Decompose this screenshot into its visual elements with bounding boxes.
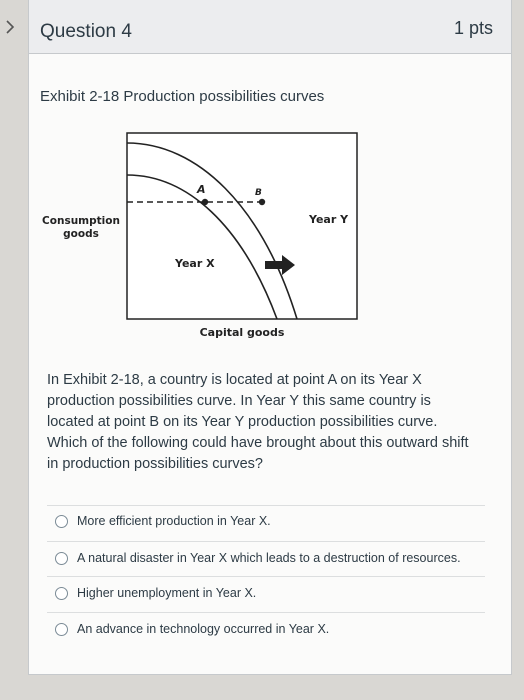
x-axis-label: Capital goods [199, 326, 285, 339]
radio-button[interactable] [55, 515, 68, 528]
radio-button[interactable] [55, 623, 68, 636]
point-a-label: A [197, 183, 206, 196]
y-axis-label-2: goods [63, 228, 99, 240]
exhibit-title: Exhibit 2-18 Production possibilities curves [40, 88, 325, 105]
ppc-graph [37, 125, 367, 345]
answer-divider [47, 541, 485, 542]
answer-label: An advance in technology occurred in Year X. [77, 622, 330, 636]
point-b-label: B [255, 188, 262, 198]
answer-option-4[interactable] [55, 622, 329, 636]
answer-divider [47, 612, 485, 613]
radio-button[interactable] [55, 587, 68, 600]
chevron-right-icon[interactable] [3, 20, 17, 34]
y-axis-label-1: Consumption [42, 215, 120, 227]
question-text: In Exhibit 2-18, a country is located at point A on its Year X production possibilities curve. In Year Y this same country is located at point B on its Year Y production possibilities curve. Which of the following could have brought about this outward shift in production possibilities curves? [47, 372, 469, 472]
answer-divider [47, 505, 485, 506]
year-x-label: Year X [175, 257, 215, 270]
answer-option-3[interactable] [55, 586, 256, 600]
question-title: Question 4 [40, 21, 132, 42]
answer-option-1[interactable] [55, 514, 271, 528]
answer-option-2[interactable] [55, 551, 461, 565]
point-a-marker [202, 199, 208, 205]
answer-divider [47, 576, 485, 577]
answer-label: More efficient production in Year X. [77, 514, 271, 528]
question-card [28, 0, 512, 675]
question-header [29, 0, 511, 54]
year-y-label: Year Y [309, 213, 349, 226]
question-points: 1 pts [453, 18, 493, 38]
graph-frame [127, 133, 357, 319]
point-b-marker [259, 199, 265, 205]
answer-label: A natural disaster in Year X which leads to a destruction of resources. [77, 551, 461, 565]
answer-label: Higher unemployment in Year X. [77, 586, 257, 600]
radio-button[interactable] [55, 552, 68, 565]
